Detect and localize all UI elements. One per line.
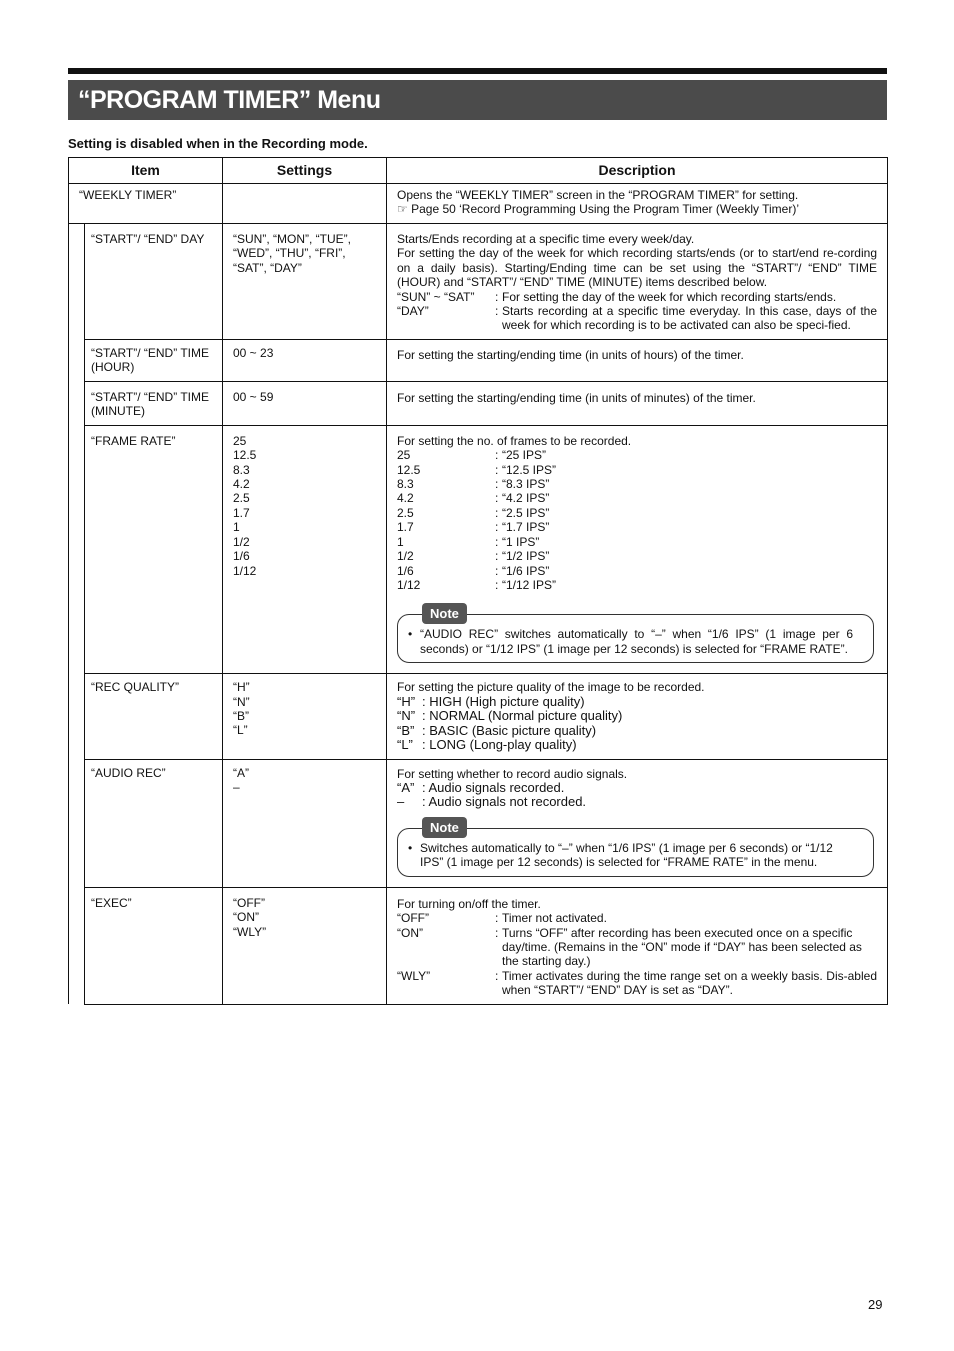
option-row [397,738,877,753]
program-timer-table [68,157,888,1005]
indent-gutter [69,887,85,1004]
indent-gutter [69,224,85,340]
setting-value: 1/6 [233,549,250,564]
option-row: 4.2 : “4.2 IPS” [397,491,877,505]
top-rule [68,68,887,74]
option-key: 1.7 [397,520,414,535]
setting-value: “WLY” [233,924,267,939]
option-row: 25 : “25 IPS” [397,448,877,462]
option-row [397,724,877,739]
setting-value: “H” [233,680,250,695]
desc-intro: For setting the no. of frames to be recorded. [397,433,632,448]
setting-value: 1/12 [233,563,257,578]
item-exec: “EXEC” [85,887,223,1004]
option-key: “WLY” [397,968,431,983]
option-row [397,709,877,724]
settings-time-hour: 00 ~ 23 [223,339,387,381]
setting-value: 2.5 [233,491,250,506]
option-key: 12.5 [397,462,421,477]
option-row: “SUN” ~ “SAT” : For setting the day of the week for which recording starts/ends. [397,290,877,304]
table-row [69,425,888,673]
option-row: 1 : “1 IPS” [397,535,877,549]
desc-intro: For setting the picture quality of the image to be recorded. [397,680,705,695]
table-row [69,224,888,340]
option-row [397,695,877,710]
item-frame-rate: “FRAME RATE” [85,425,223,673]
option-value: Turns “OFF” after recording has been executed once on a specific day/time. (Remains in the “ON” mode if “DAY” has been selected as the starting day.) [502,925,862,969]
table-row [69,381,888,425]
note-label: Note [422,603,467,624]
option-value: For setting the day of the week for which recording starts/ends. [502,289,837,304]
option-row: 1/12 : “1/12 IPS” [397,578,877,592]
option-value: : Audio signals recorded. [422,779,565,795]
page-title: “PROGRAM TIMER” Menu [78,86,381,114]
desc-time-hour: For setting the starting/ending time (in units of hours) of the timer. [387,339,888,381]
setting-value: “L” [233,723,248,738]
option-key: 1/12 [397,577,421,592]
option-row: “OFF” : Timer not activated. [397,911,877,925]
option-key: 25 [397,448,411,463]
option-value: “4.2 IPS” [502,491,550,506]
option-key: 2.5 [397,505,414,520]
title-bar [68,80,887,120]
indent-gutter [69,759,85,887]
setting-value: 4.2 [233,477,250,492]
option-value: “12.5 IPS” [502,462,557,477]
option-row: “WLY” : Timer activates during the time range set on a weekly basis. Dis-abled when “START”/ “END” DAY is set as “DAY”. [397,968,877,998]
option-value: “25 IPS” [502,448,547,463]
option-value: Starts recording at a specific time everyday. In this case, days of the week for which recording is to be activated can also be speci-fied. [502,304,877,333]
option-value: : LONG (Long-play quality) [422,737,577,753]
settings-rec-quality [223,674,387,759]
option-value: “1/6 IPS” [502,563,550,578]
desc-exec [387,887,888,1004]
option-row: 1.7 : “1.7 IPS” [397,520,877,534]
page-reference: ☞ Page 50 ‘Record Programming Using the Program Timer (Weekly Timer)’ [397,202,799,217]
desc-time-minute: For setting the starting/ending time (in units of minutes) of the timer. [387,381,888,425]
desc-audio-rec [387,759,888,887]
setting-value: “N” [233,694,250,709]
option-key: 1 [397,534,404,549]
item-audio-rec: “AUDIO REC” [85,759,223,887]
setting-value: 1.7 [233,505,250,520]
item-rec-quality: “REC QUALITY” [85,674,223,759]
setting-value: 12.5 [233,448,257,463]
desc-start-end-day [387,224,888,340]
note-box [397,819,874,877]
table-header-row [69,158,888,184]
option-value: : HIGH (High picture quality) [422,693,585,709]
page-number: 29 [868,1297,883,1312]
bullet-icon: • [408,627,413,642]
header-item: Item [69,158,223,184]
option-key: 1/2 [397,549,414,564]
option-row: 12.5 : “12.5 IPS” [397,463,877,477]
setting-value: 1 [233,520,240,535]
option-row [397,781,877,796]
settings-frame-rate [223,425,387,673]
settings-time-minute: 00 ~ 59 [223,381,387,425]
option-row: 2.5 : “2.5 IPS” [397,506,877,520]
indent-gutter [69,425,85,673]
settings-start-end-day: “SUN”, “MON”, “TUE”, “WED”, “THU”, “FRI”, “SAT”, “DAY” [223,224,387,340]
setting-value: 25 [233,433,247,448]
bullet-icon: • [408,840,413,855]
table-row [69,674,888,759]
indent-gutter [69,381,85,425]
indent-gutter [69,674,85,759]
option-row [397,795,877,810]
option-row: “ON” : Turns “OFF” after recording has been executed once on a specific day/time. (Remains in the “ON” mode if “DAY” has been selected as the starting day.) [397,926,877,969]
desc-line: Opens the “WEEKLY TIMER” screen in the “PROGRAM TIMER” for setting. [397,188,799,202]
item-time-minute: “START”/ “END” TIME (MINUTE) [85,381,223,425]
desc-rec-quality [387,674,888,759]
settings-audio-rec [223,759,387,887]
option-value: “2.5 IPS” [502,505,550,520]
note-text: “AUDIO REC” switches automatically to “–” when “1/6 IPS” (1 image per 6 seconds) or “1/12 IPS” (1 image per 12 seconds) is selected for “FRAME RATE”. [420,627,853,656]
option-value: “1 IPS” [502,534,540,549]
note-text: Switches automatically to “–” when “1/6 IPS” (1 image per 6 seconds) or “1/12 IPS” (1 image per 12 seconds) is selected for “FRAME RATE” in the menu. [420,840,833,870]
desc-intro: For turning on/off the timer. [397,896,541,911]
indent-gutter [69,339,85,381]
desc-weekly-timer [387,184,888,224]
option-value: : NORMAL (Normal picture quality) [422,708,623,724]
option-key: 4.2 [397,491,414,506]
option-key: “OFF” [397,911,429,926]
option-key: “ON” [397,925,423,940]
setting-value: 1/2 [233,534,250,549]
setting-value: “B” [233,708,249,723]
option-value: Timer activates during the time range set on a weekly basis. Dis-abled when “START”/ “END” DAY is set as “DAY”. [502,968,877,998]
setting-value: 8.3 [233,462,250,477]
option-value: “1/2 IPS” [502,549,550,564]
header-description: Description [387,158,888,184]
option-value: “8.3 IPS” [502,477,550,492]
option-value: Timer not activated. [502,911,607,926]
setting-value: “A” [233,765,249,780]
settings-weekly-timer [223,184,387,224]
option-key: 1/6 [397,563,414,578]
table-row [69,759,888,887]
desc-intro: Starts/Ends recording at a specific time every week/day. [397,232,695,246]
option-value: : Audio signals not recorded. [422,794,587,810]
option-row: “DAY” : Starts recording at a specific time everyday. In this case, days of the week for which recording is to be activated can also be speci-fied. [397,304,877,333]
item-time-hour: “START”/ “END” TIME (HOUR) [85,339,223,381]
desc-frame-rate [387,425,888,673]
desc-intro: For setting whether to record audio signals. [397,766,628,781]
setting-value: “ON” [233,910,259,925]
desc-body: For setting the day of the week for which recording starts/ends (or to start/end re-cording on a daily basis). Starting/Ending time can be set using the “START”/ “END” TIME (HOUR) and “START”/ “END” TIME (MINUTE) items described below. [397,246,877,290]
option-value: “1/12 IPS” [502,577,557,592]
option-key: “L” [397,737,413,753]
subheading: Setting is disabled when in the Recording mode. [68,136,368,151]
setting-value: – [233,779,240,794]
option-key: “B” [397,722,415,738]
table-row [69,887,888,1004]
option-key: “SUN” ~ “SAT” [397,289,475,304]
setting-value: “OFF” [233,895,265,910]
table-row [69,184,888,224]
option-key: “N” [397,708,416,724]
option-key: – [397,794,405,810]
option-key: “A” [397,779,415,795]
option-row: 8.3 : “8.3 IPS” [397,477,877,491]
option-key: 8.3 [397,477,414,492]
option-key: “H” [397,693,416,709]
option-key: “DAY” [397,304,429,319]
option-value: “1.7 IPS” [502,520,550,535]
note-label: Note [422,817,467,838]
note-box [397,606,874,663]
option-row: 1/2 : “1/2 IPS” [397,549,877,563]
settings-exec [223,887,387,1004]
option-row: 1/6 : “1/6 IPS” [397,564,877,578]
item-start-end-day: “START”/ “END” DAY [85,224,223,340]
header-settings: Settings [223,158,387,184]
table-row [69,339,888,381]
option-value: : BASIC (Basic picture quality) [422,722,597,738]
item-weekly-timer: “WEEKLY TIMER” [69,184,223,224]
